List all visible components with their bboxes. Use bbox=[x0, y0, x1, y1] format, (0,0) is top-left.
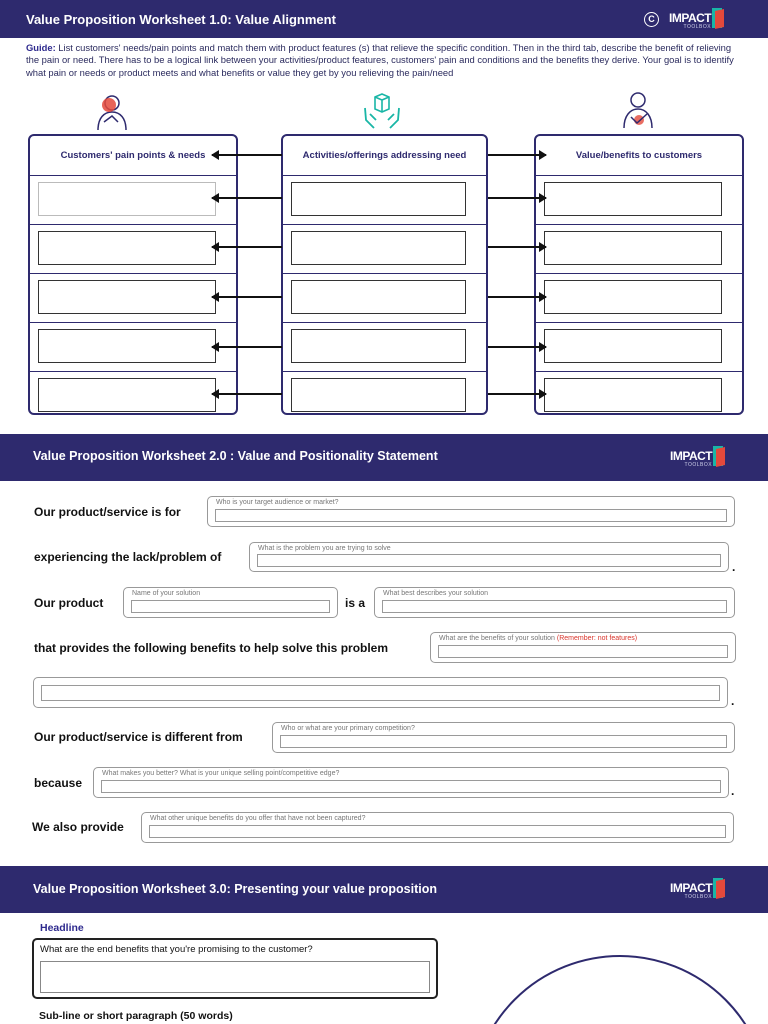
guide-label: Guide: bbox=[26, 42, 56, 53]
solution-name-input[interactable] bbox=[131, 600, 330, 613]
is-a-label: is a bbox=[345, 596, 366, 610]
target-audience-placeholder: Who is your target audience or market? bbox=[216, 499, 339, 506]
arrow-right-header bbox=[488, 154, 546, 156]
guide-text bbox=[26, 42, 738, 79]
target-audience-input[interactable] bbox=[215, 509, 727, 522]
solution-description-input[interactable] bbox=[382, 600, 727, 613]
solution-name-placeholder: Name of your solution bbox=[132, 590, 201, 597]
benefits-header: Value/benefits to customers bbox=[536, 136, 742, 176]
benefit-input-4[interactable] bbox=[544, 329, 722, 363]
arrow-right-row bbox=[488, 296, 546, 298]
presentation-circle bbox=[470, 955, 768, 1024]
benefits-continuation-input[interactable] bbox=[41, 685, 720, 701]
logo-subtext: TOOLBOX bbox=[684, 894, 713, 900]
pain-point-input-5[interactable] bbox=[38, 378, 216, 412]
benefits-label: that provides the following benefits to help solve this problem bbox=[34, 641, 389, 655]
solution-name-field[interactable] bbox=[123, 587, 338, 618]
problem-placeholder: What is the problem you are trying to solve bbox=[258, 545, 391, 552]
other-benefits-input[interactable] bbox=[149, 825, 726, 838]
arrow-left-row bbox=[212, 296, 282, 298]
arrow-left-row bbox=[212, 346, 282, 348]
logo-text: IMPACT bbox=[670, 881, 713, 895]
target-audience-field[interactable] bbox=[207, 496, 735, 527]
section2-title: Value Proposition Worksheet 2.0 : Value and Positionality Statement bbox=[33, 449, 438, 463]
benefit-input-1[interactable] bbox=[544, 182, 722, 216]
logo-text: IMPACT bbox=[670, 449, 713, 463]
period: . bbox=[732, 560, 736, 574]
problem-input[interactable] bbox=[257, 554, 721, 567]
arrow-right-row bbox=[488, 393, 546, 395]
person-benefit-icon bbox=[618, 90, 658, 130]
section2-banner bbox=[0, 434, 768, 481]
competitive-edge-placeholder: What makes you better? What is your unique selling point/competitive edge? bbox=[102, 770, 340, 777]
section3-banner bbox=[0, 866, 768, 913]
door-icon bbox=[713, 878, 723, 898]
pain-point-input-2[interactable] bbox=[38, 231, 216, 265]
impact-toolbox-logo bbox=[670, 878, 723, 898]
hands-box-icon bbox=[362, 92, 402, 132]
benefit-input-2[interactable] bbox=[544, 231, 722, 265]
benefits-continuation-field[interactable] bbox=[33, 677, 728, 708]
problem-field[interactable] bbox=[249, 542, 729, 572]
pain-points-header: Customers' pain points & needs bbox=[30, 136, 236, 176]
other-benefits-field[interactable] bbox=[141, 812, 734, 843]
pain-point-input-3[interactable] bbox=[38, 280, 216, 314]
competition-placeholder: Who or what are your primary competition? bbox=[281, 725, 415, 732]
arrow-left-header bbox=[212, 154, 282, 156]
arrow-left-row bbox=[212, 246, 282, 248]
target-label: Our product/service is for bbox=[34, 505, 181, 519]
arrow-left-row bbox=[212, 393, 282, 395]
door-icon bbox=[712, 8, 722, 28]
different-label: Our product/service is different from bbox=[34, 730, 243, 744]
impact-toolbox-logo bbox=[670, 446, 723, 466]
activity-input-3[interactable] bbox=[291, 280, 466, 314]
competition-input[interactable] bbox=[280, 735, 727, 748]
period: . bbox=[731, 694, 735, 708]
benefits-input[interactable] bbox=[438, 645, 728, 658]
logo-subtext: TOOLBOX bbox=[683, 24, 712, 30]
other-benefits-placeholder: What other unique benefits do you offer that have not been captured? bbox=[150, 815, 366, 822]
impact-toolbox-logo bbox=[669, 8, 722, 28]
activities-column bbox=[281, 134, 488, 415]
activity-input-5[interactable] bbox=[291, 378, 466, 412]
activity-input-1[interactable] bbox=[291, 182, 466, 216]
door-icon bbox=[713, 446, 723, 466]
benefits-field[interactable] bbox=[430, 632, 736, 663]
solution-description-placeholder: What best describes your solution bbox=[383, 590, 489, 597]
pain-points-column bbox=[28, 134, 238, 415]
benefits-placeholder-note: (Remember: not features) bbox=[556, 635, 638, 642]
competition-field[interactable] bbox=[272, 722, 735, 753]
solution-description-field[interactable] bbox=[374, 587, 735, 618]
benefits-column bbox=[534, 134, 744, 415]
benefit-input-3[interactable] bbox=[544, 280, 722, 314]
arrow-right-row bbox=[488, 246, 546, 248]
competitive-edge-field[interactable] bbox=[93, 767, 729, 798]
arrow-right-row bbox=[488, 197, 546, 199]
headline-box bbox=[32, 938, 438, 999]
problem-label: experiencing the lack/problem of bbox=[34, 550, 222, 564]
section1-title: Value Proposition Worksheet 1.0: Value Alignment bbox=[26, 12, 336, 27]
competitive-edge-input[interactable] bbox=[101, 780, 721, 793]
pain-point-input-4[interactable] bbox=[38, 329, 216, 363]
person-pain-icon bbox=[92, 92, 132, 132]
section1-banner bbox=[0, 0, 768, 38]
activities-header: Activities/offerings addressing need bbox=[283, 136, 486, 176]
also-provide-label: We also provide bbox=[32, 820, 124, 834]
subline-label: Sub-line or short paragraph (50 words) bbox=[39, 1010, 233, 1022]
activity-input-4[interactable] bbox=[291, 329, 466, 363]
arrow-right-row bbox=[488, 346, 546, 348]
headline-question: What are the end benefits that you're promising to the customer? bbox=[40, 944, 313, 955]
copyright-icon: C bbox=[644, 12, 659, 27]
pain-point-input-1[interactable] bbox=[38, 182, 216, 216]
benefits-placeholder: What are the benefits of your solution bbox=[439, 635, 557, 642]
logo-subtext: TOOLBOX bbox=[684, 462, 713, 468]
because-label: because bbox=[34, 776, 83, 790]
activity-input-2[interactable] bbox=[291, 231, 466, 265]
logo-text: IMPACT bbox=[669, 11, 712, 25]
arrow-left-row bbox=[212, 197, 282, 199]
product-label: Our product bbox=[34, 596, 104, 610]
section3-title: Value Proposition Worksheet 3.0: Presenting your value proposition bbox=[33, 882, 438, 896]
benefit-input-5[interactable] bbox=[544, 378, 722, 412]
headline-label: Headline bbox=[40, 922, 84, 934]
period: . bbox=[731, 784, 735, 798]
headline-input[interactable] bbox=[40, 961, 430, 993]
guide-body: List customers' needs/pain points and match them with product features (s) that relieve the specific condition. Then in the third tab, describe the benefit of relieving the pain or need. There has to be a logical link between your activities/product features, customers' pain and conditions and the benefits they derive. Your goal is to identify what pain or needs or product meets and what benefits or value they get by you relieving the pain/need bbox=[26, 42, 734, 78]
